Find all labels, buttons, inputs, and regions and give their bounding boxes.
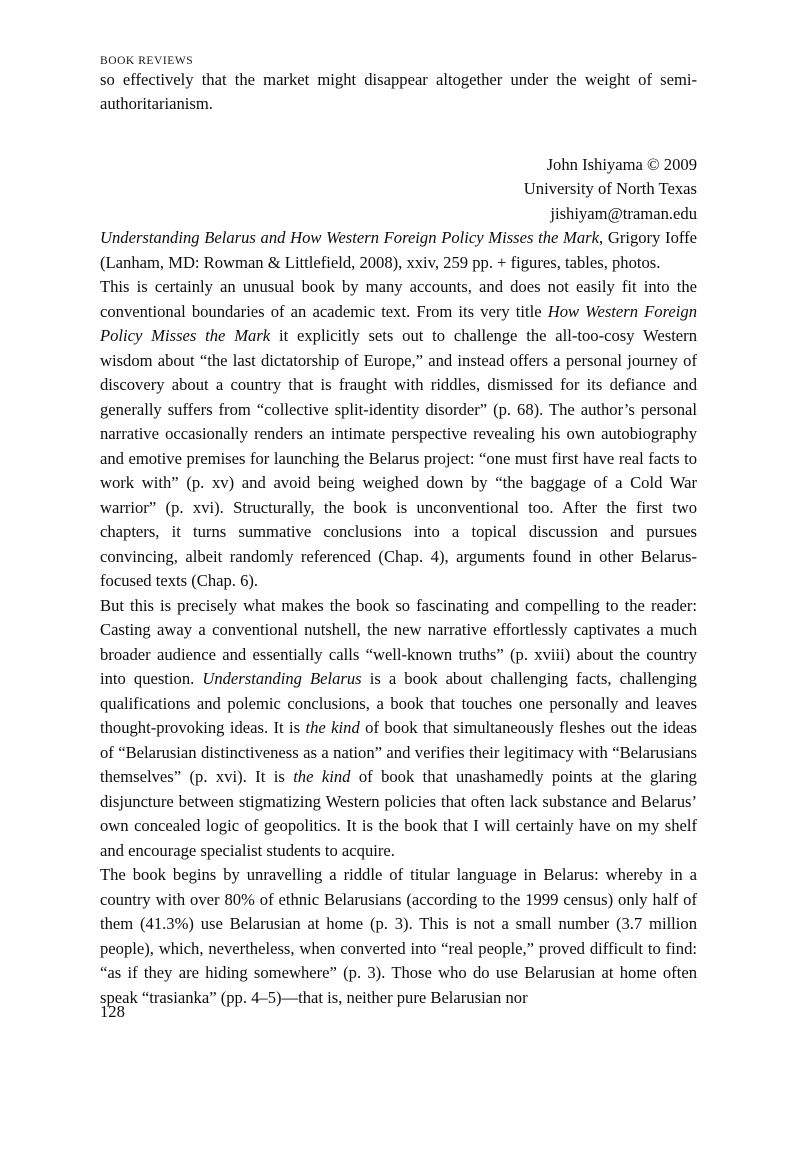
paragraph-3-text: The book begins by unravelling a riddle of titular language in Belarus: whereby in a country with over 80% of ethnic Belarusians (according to the 1999 census) only half of them (41.3%) use Belarusian at home (p. 3). This is not a small number (3.7 million people), which, nevertheless, when converted into “real people,” proved difficult to find: “as if they are hiding somewhere” (p. 3). Those who do use Belarusian at home often speak “trasianka” (pp. 4–5)—that is, neither pure Belarusian nor [100, 865, 697, 1007]
book-citation-details: , Grigory Ioffe (Lanham, MD: Rowman & Littlefield, 2008), xxiv, 259 pp. + figures, tables, photos. [100, 228, 697, 272]
review-paragraph-2 [100, 594, 697, 864]
paragraph-1-italic-title: How Western Foreign Policy Misses the Mark [100, 301, 697, 346]
paragraph-2-segment-4: of book that unashamedly points at the glaring disjuncture between stigmatizing Western policies that often lack substance and Belarus’ own concealed logic of geopolitics. It is the book that I will certainly have on my shelf and encourage specialist students to acquire. [100, 767, 697, 860]
page-content-column [100, 0, 697, 1010]
book-title-italic: Understanding Belarus and How Western Foreign Policy Misses the Mark [100, 228, 600, 248]
continued-paragraph: so effectively that the market might disappear altogether under the weight of semi-authoritarianism. [100, 69, 697, 114]
paragraph-2-segment-3: of book that simultaneously fleshes out the ideas of “Belarusian distinctiveness as a nation” and verifies their legitimacy with “Belarusians themselves” (p. xvi). It is [100, 718, 697, 787]
signature-email: jishiyam@traman.edu [550, 203, 697, 223]
book-citation [100, 226, 697, 275]
paragraph-2-italic-title: Understanding Belarus [202, 669, 362, 689]
page-number: 128 [100, 1002, 125, 1021]
review-signature-block [100, 153, 697, 227]
signature-author: John Ishiyama © 2009 [546, 154, 697, 174]
review-paragraph-3 [100, 863, 697, 1010]
review-paragraph-1 [100, 275, 697, 594]
signature-affiliation: University of North Texas [523, 179, 697, 199]
paragraph-1-segment-2: it explicitly sets out to challenge the all-too-cosy Western wisdom about “the last dictatorship of Europe,” and instead offers a personal journey of discovery about a country that is fraught with riddles, dismissed for its defiance and generally suffers from “collective split-identity disorder” (p. 68). The author’s personal narrative occasionally renders an intimate perspective revealing his own autobiography and emotive premises for launching the Belarus project: “one must first have real facts to work with” (p. xv) and avoid being weighed down by “the baggage of a Cold War warrior” (p. xvi). Structurally, the book is unconventional too. After the first two chapters, it turns summative conclusions into a topical discussion and pursues convincing, albeit randomly referenced (Chap. 4), arguments found in other Belarus-focused texts (Chap. 6). [100, 326, 697, 591]
paragraph-2-italic-emphasis-2: the kind [293, 767, 351, 787]
paragraph-1-segment-1: This is certainly an unusual book by many accounts, and does not easily fit into the conventional boundaries of an academic text. From its very title [100, 277, 697, 321]
paragraph-2-segment-1: But this is precisely what makes the book so fascinating and compelling to the reader: Casting away a conventional nutshell, the new narrative effortlessly captivates a much broader audience and essentially calls “well-known truths” (p. xviii) about the country into question. [100, 595, 697, 689]
paragraph-2-italic-emphasis-1: the kind [305, 718, 360, 738]
running-head: BOOK REVIEWS [100, 55, 194, 67]
paragraph-2-segment-2: is a book about challenging facts, challenging qualifications and polemic conclusions, a book that touches one personally and leaves thought-provoking ideas. It is [100, 669, 697, 738]
